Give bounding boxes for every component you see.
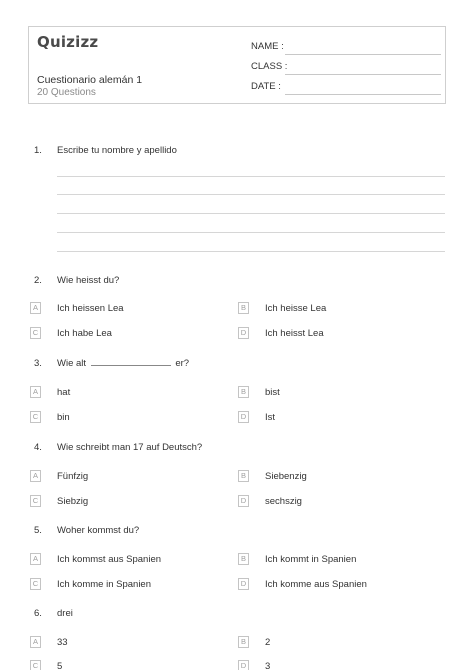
date-field[interactable] (251, 81, 441, 95)
option-letter-a[interactable]: A (30, 302, 41, 314)
quizizz-logo: Quizizz (37, 33, 99, 51)
option-text[interactable]: Ist (265, 412, 276, 423)
class-line (285, 74, 441, 75)
option-letter-a[interactable]: A (30, 636, 41, 648)
answer-line[interactable] (57, 251, 445, 252)
option-text[interactable]: 33 (57, 637, 68, 648)
option-text[interactable]: Siebenzig (265, 471, 307, 482)
question-text: Wie schreibt man 17 auf Deutsch? (57, 442, 203, 453)
option-letter-b[interactable]: B (238, 553, 249, 565)
option-letter-a[interactable]: A (30, 470, 41, 482)
option-text[interactable]: Fünfzig (57, 471, 89, 482)
question-number: 2. (34, 275, 42, 286)
option-letter-c[interactable]: C (30, 495, 41, 507)
question-text: Escribe tu nombre y apellido (57, 145, 177, 156)
option-text[interactable]: Ich heisst Lea (265, 328, 324, 339)
class-field[interactable] (251, 61, 441, 75)
question-number: 5. (34, 525, 42, 536)
name-label: NAME : (251, 41, 284, 52)
question-text-after: er? (175, 358, 190, 369)
option-letter-c[interactable]: C (30, 411, 41, 423)
option-letter-c[interactable]: C (30, 578, 41, 590)
name-field[interactable] (251, 41, 441, 55)
name-line (285, 54, 441, 55)
option-letter-a[interactable]: A (30, 553, 41, 565)
fill-in-blank[interactable] (91, 365, 171, 366)
option-text[interactable]: 5 (57, 661, 63, 670)
question-number: 4. (34, 442, 42, 453)
option-text[interactable]: Siebzig (57, 496, 89, 507)
option-text[interactable]: Ich kommt in Spanien (265, 554, 357, 565)
option-letter-d[interactable]: D (238, 578, 249, 590)
quiz-title: Cuestionario alemán 1 (37, 74, 143, 86)
option-letter-b[interactable]: B (238, 302, 249, 314)
option-text[interactable]: Ich komme in Spanien (57, 579, 151, 590)
option-letter-a[interactable]: A (30, 386, 41, 398)
question-number: 3. (34, 358, 42, 369)
answer-line[interactable] (57, 194, 445, 195)
question-text: Woher kommst du? (57, 525, 140, 536)
option-text[interactable]: bist (265, 387, 280, 398)
option-text[interactable]: Ich heisse Lea (265, 303, 327, 314)
option-letter-d[interactable]: D (238, 660, 249, 670)
option-text[interactable]: hat (57, 387, 71, 398)
question-number: 6. (34, 608, 42, 619)
option-letter-d[interactable]: D (238, 327, 249, 339)
option-letter-c[interactable]: C (30, 327, 41, 339)
answer-line[interactable] (57, 213, 445, 214)
question-count: 20 Questions (37, 87, 96, 98)
question-text-before: Wie alt (57, 358, 87, 369)
question-text (57, 358, 189, 369)
question-number: 1. (34, 145, 42, 156)
option-letter-c[interactable]: C (30, 660, 41, 670)
option-text[interactable]: Ich kommst aus Spanien (57, 554, 162, 565)
option-text[interactable]: Ich komme aus Spanien (265, 579, 367, 590)
option-letter-b[interactable]: B (238, 470, 249, 482)
option-text[interactable]: 3 (265, 661, 271, 670)
question-text: Wie heisst du? (57, 275, 120, 286)
date-label: DATE : (251, 81, 281, 92)
question-text: drei (57, 608, 73, 619)
option-text[interactable]: Ich habe Lea (57, 328, 112, 339)
option-text[interactable]: Ich heissen Lea (57, 303, 124, 314)
option-text[interactable]: 2 (265, 637, 271, 648)
class-label: CLASS : (251, 61, 288, 72)
option-letter-d[interactable]: D (238, 411, 249, 423)
worksheet-header (28, 26, 446, 104)
option-text[interactable]: bin (57, 412, 70, 423)
option-text[interactable]: sechszig (265, 496, 302, 507)
answer-line[interactable] (57, 232, 445, 233)
option-letter-b[interactable]: B (238, 636, 249, 648)
answer-line[interactable] (57, 176, 445, 177)
date-line (285, 94, 441, 95)
option-letter-d[interactable]: D (238, 495, 249, 507)
option-letter-b[interactable]: B (238, 386, 249, 398)
